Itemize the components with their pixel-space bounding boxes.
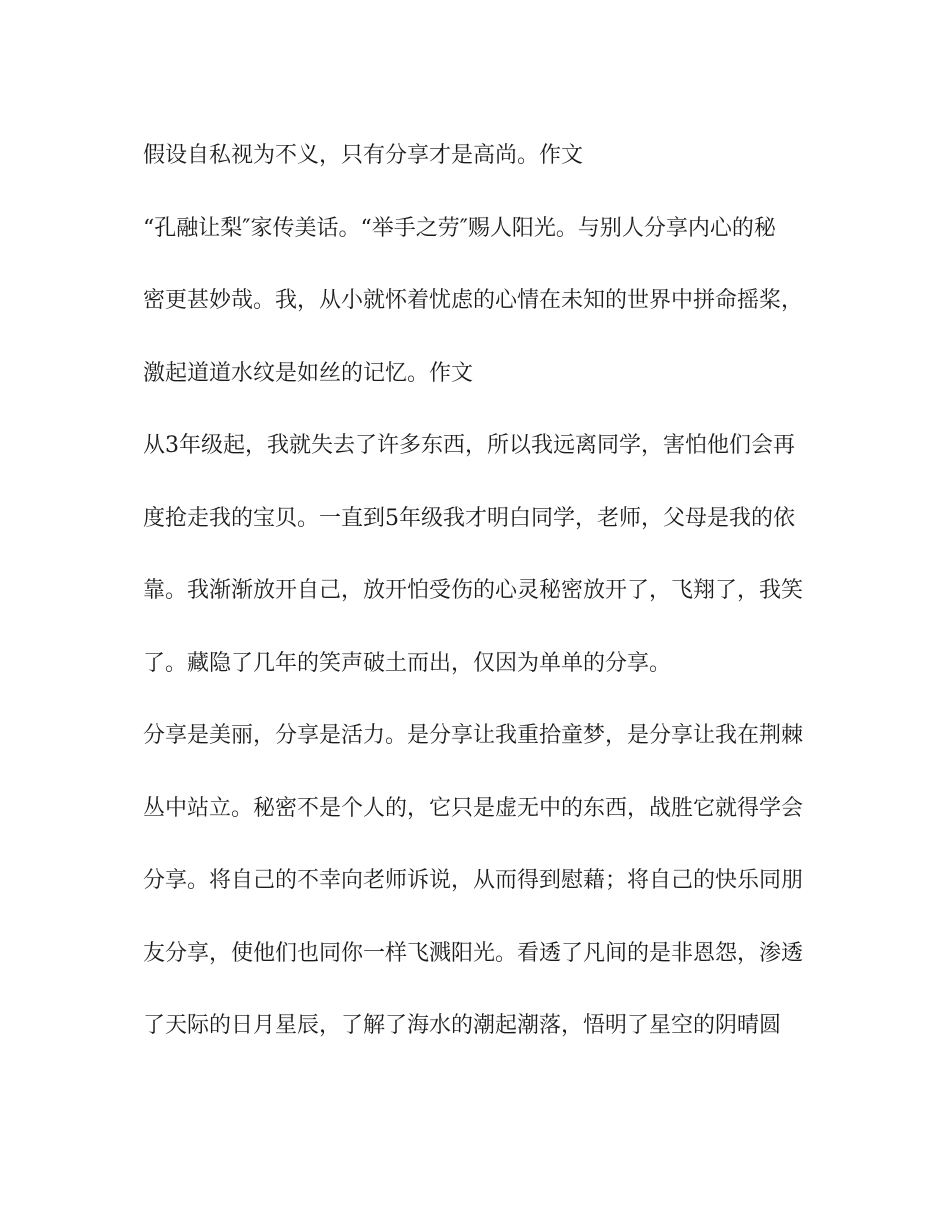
text-line: 了。藏隐了几年的笑声破土而出，仅因为单单的分享。	[143, 651, 672, 676]
text-line: 从3年级起，我就失去了许多东西，所以我远离同学，害怕他们会再	[143, 433, 795, 458]
text-line: 激起道道水纹是如丝的记忆。作文	[143, 361, 474, 386]
text-line: 度抢走我的宝贝。一直到5年级我才明白同学，老师，父母是我的依	[143, 506, 795, 531]
text-line: 靠。我渐渐放开自己，放开怕受伤的心灵秘密放开了，飞翔了，我笑	[143, 578, 804, 603]
text-line: 了天际的日月星辰，了解了海水的潮起潮落，悟明了星空的阴晴圆	[143, 1013, 782, 1038]
text-line: 丛中站立。秘密不是个人的，它只是虚无中的东西，战胜它就得学会	[143, 796, 804, 821]
text-line: 密更甚妙哉。我，从小就怀着忧虑的心情在未知的世界中拼命摇桨，	[143, 288, 804, 313]
text-line: 友分享，使他们也同你一样飞溅阳光。看透了凡间的是非恩怨，渗透	[143, 941, 804, 966]
text-line-title: 假设自私视为不义，只有分享才是高尚。作文	[143, 143, 584, 168]
text-line: 分享是美丽，分享是活力。是分享让我重拾童梦，是分享让我在荆棘	[143, 723, 804, 748]
text-line: “孔融让梨″家传美话。“举手之劳″赐人阳光。与别人分享内心的秘	[143, 216, 776, 241]
text-line: 分享。将自己的不幸向老师诉说，从而得到慰藉；将自己的快乐同朋	[143, 868, 804, 893]
